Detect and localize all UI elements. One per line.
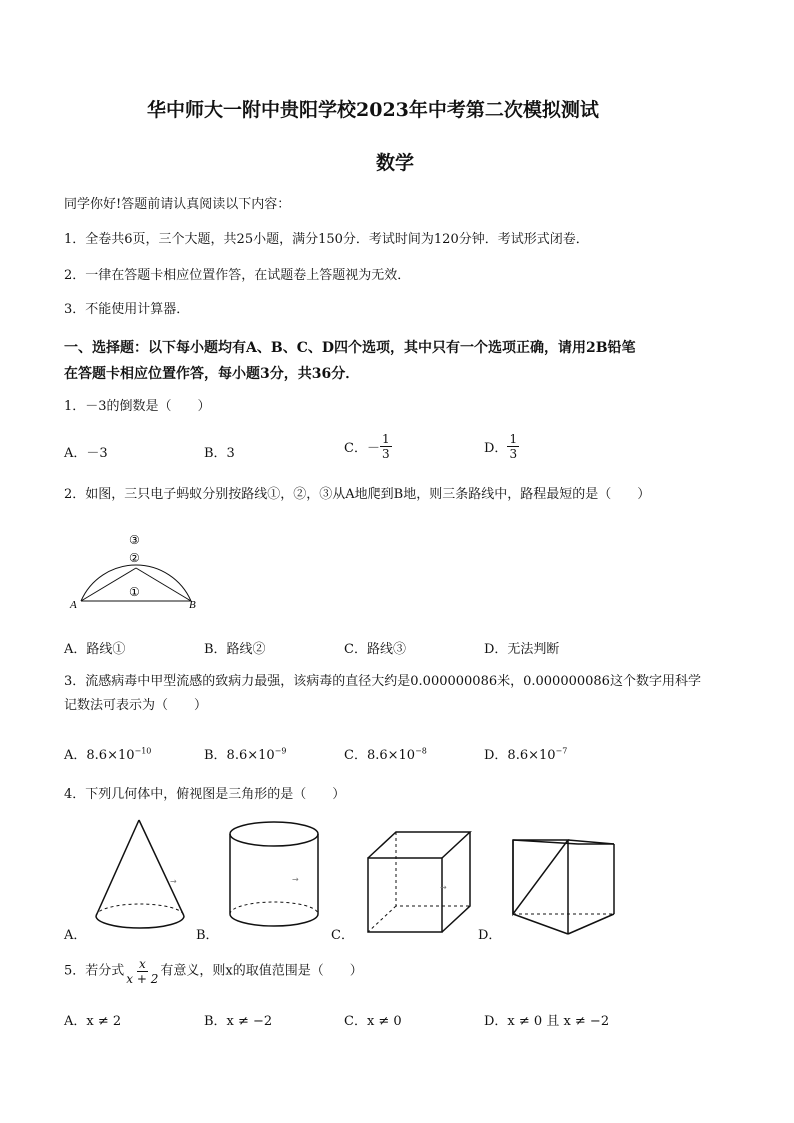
q1-option-d xyxy=(484,432,519,461)
q1-option-a: A．－3 xyxy=(64,446,108,461)
cylinder-base-front xyxy=(230,914,318,926)
cone-left-edge xyxy=(96,820,139,916)
q5-option-c: C．x ≠ 0 xyxy=(344,1014,402,1029)
q1-d-denominator: 3 xyxy=(509,447,518,461)
q3-line2: 记数法可表示为（ ） xyxy=(64,698,208,713)
q1-c-denominator: 3 xyxy=(381,447,390,461)
q2-option-c: C．路线③ xyxy=(344,642,406,657)
q3-d-exponent: −7 xyxy=(555,746,568,756)
cube-right-face xyxy=(442,832,470,932)
route-2-right xyxy=(136,568,191,601)
q5-fraction-denominator: x + 2 xyxy=(126,972,159,986)
q2-route-figure xyxy=(66,528,216,612)
q5-fraction-numerator: x xyxy=(138,957,146,971)
q2-option-d: D．无法判断 xyxy=(484,642,560,657)
q3-a-exponent: −10 xyxy=(134,746,152,756)
q1-option-b: B．3 xyxy=(204,446,235,461)
prism-bottom-right-edge xyxy=(568,914,614,934)
cylinder-arrow-mark: → xyxy=(292,875,299,884)
q3-option-c xyxy=(344,744,427,763)
q1-option-d-prefix: D． xyxy=(484,441,508,456)
q1-option-c-prefix: C．－ xyxy=(344,441,380,456)
q3-b-exponent: −9 xyxy=(274,746,287,756)
q5-fraction xyxy=(124,957,160,986)
q4-option-c: C． xyxy=(331,928,354,943)
q3-line1: 3．流感病毒中甲型流感的致病力最强，该病毒的直径大约是0.000000086米，0.000000086这个数字用科学 xyxy=(64,674,701,689)
q3-option-b xyxy=(204,744,286,763)
note-3: 3．不能使用计算器． xyxy=(64,302,190,317)
q5-stem-suffix: 有意义，则x的取值范围是（ ） xyxy=(160,963,363,979)
q1-option-c-fraction xyxy=(380,432,392,461)
q2-option-b: B．路线② xyxy=(204,642,266,657)
q5-option-a: A．x ≠ 2 xyxy=(64,1014,122,1029)
route-2-left xyxy=(81,568,136,601)
q1-d-numerator: 1 xyxy=(509,432,518,446)
q3-a-base: A．8.6×10 xyxy=(64,748,135,763)
q4-option-d: D． xyxy=(478,928,502,943)
prism-front-triangle xyxy=(513,840,568,914)
cone-figure xyxy=(92,816,192,931)
route-3-label: ③ xyxy=(129,533,140,547)
q2-option-a: A．路线① xyxy=(64,642,126,657)
q5-option-d: D．x ≠ 0 且 x ≠ −2 xyxy=(484,1014,610,1029)
cube-hidden-diagonal xyxy=(368,906,396,932)
q4-stem: 4．下列几何体中，俯视图是三角形的是（ ） xyxy=(64,787,346,802)
triangular-prism-figure xyxy=(508,830,618,942)
cone-base-front xyxy=(96,916,184,928)
cube-arrow-mark: → xyxy=(440,883,447,892)
cone-arrow-mark: → xyxy=(170,877,177,886)
note-1: 1．全卷共6页，三个大题，共25小题，满分150分．考试时间为120分钟．考试形式闭卷． xyxy=(64,232,589,247)
subject-title: 数学 xyxy=(376,152,415,174)
q1-stem: 1．－3的倒数是（ ） xyxy=(64,399,211,414)
cone-base-back xyxy=(96,904,184,916)
route-2-label: ② xyxy=(129,551,140,565)
page-title: 华中师大一附中贵阳学校2023年中考第二次模拟测试 xyxy=(147,99,599,121)
q1-option-c xyxy=(344,432,392,461)
q3-c-exponent: −8 xyxy=(415,746,427,756)
cube-figure xyxy=(358,824,476,939)
q1-c-numerator: 1 xyxy=(381,432,390,446)
q1-option-d-fraction xyxy=(507,432,519,461)
point-a-label: A xyxy=(70,599,77,611)
intro-text: 同学你好!答题前请认真阅读以下内容： xyxy=(64,197,291,212)
q3-option-d xyxy=(484,744,567,763)
q2-stem: 2．如图，三只电子蚂蚁分别按路线①，②，③从A地爬到B地，则三条路线中，路程最短的是（ ） xyxy=(64,487,651,502)
prism-bottom-left-edge xyxy=(513,914,568,934)
q4-option-a: A． xyxy=(64,928,87,943)
q3-d-base: D．8.6×10 xyxy=(484,748,556,763)
q5-stem xyxy=(64,957,363,986)
cone-right-edge xyxy=(139,820,184,916)
section1-line2: 在答题卡相应位置作答，每小题3分，共36分． xyxy=(64,366,360,382)
cylinder-figure xyxy=(226,818,326,933)
route-1-label: ① xyxy=(129,585,140,599)
q4-option-b: B． xyxy=(196,928,219,943)
cylinder-base-back xyxy=(230,902,318,914)
q3-option-a xyxy=(64,744,151,763)
q5-stem-prefix: 5．若分式 xyxy=(64,963,125,979)
note-2: 2．一律在答题卡相应位置作答，在试题卷上答题视为无效． xyxy=(64,268,411,283)
q3-c-base: C．8.6×10 xyxy=(344,748,416,763)
q5-option-b: B．x ≠ −2 xyxy=(204,1014,273,1029)
cube-top-face xyxy=(368,832,470,858)
point-b-label: B xyxy=(189,599,196,611)
cylinder-top xyxy=(230,822,318,846)
cube-front-face xyxy=(368,858,442,932)
q3-b-base: B．8.6×10 xyxy=(204,748,275,763)
section1-line1: 一、选择题：以下每小题均有A、B、C、D四个选项，其中只有一个选项正确，请用2B铅笔 xyxy=(64,340,636,356)
